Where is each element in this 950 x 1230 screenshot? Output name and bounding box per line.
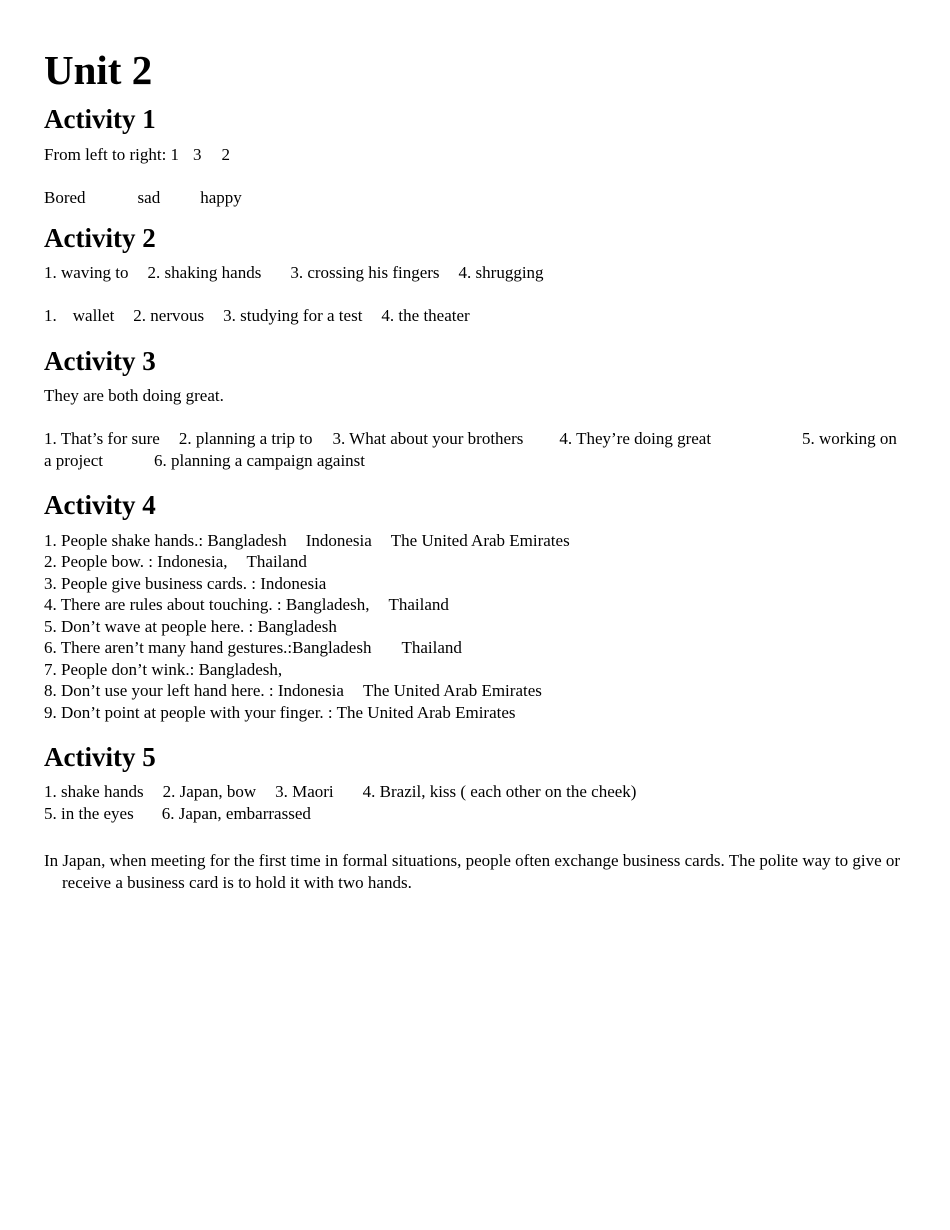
activity-4-item <box>44 680 542 702</box>
answer-item: 2. shaking hands <box>147 263 262 282</box>
activity-4-item <box>44 616 337 638</box>
answer-item: 4. They’re doing great <box>559 429 712 448</box>
country: The United Arab Emirates <box>336 702 516 722</box>
country: Bangladesh <box>257 616 337 636</box>
country: Indonesia, <box>157 552 228 571</box>
country: Bangladesh, <box>198 659 283 679</box>
activity-4-item <box>44 702 516 724</box>
answer-item: 3. Maori <box>275 782 334 801</box>
activity-5-row-2 <box>44 803 311 825</box>
order-item: 3 <box>193 145 202 164</box>
answer-item-continued: a project <box>44 451 103 470</box>
question-text: 2. People bow. : <box>44 552 153 571</box>
answer-item: 1. waving to <box>44 263 129 282</box>
answer-item: 2. planning a trip to <box>178 429 313 448</box>
question-text: 9. Don’t point at people with your finger. : <box>44 702 333 722</box>
answer-item: 5. in the eyes <box>44 804 134 823</box>
activity-5-heading: Activity 5 <box>44 742 156 772</box>
feeling-item: sad <box>137 188 161 207</box>
answer-item: 1. That’s for sure <box>44 429 160 448</box>
question-text: 5. Don’t wave at people here. : <box>44 616 254 636</box>
question-text: 8. Don’t use your left hand here. : <box>44 681 274 700</box>
activity-5-paragraph: In Japan, when meeting for the first time in formal situations, people often exchange business cards. The polite way to give or receive a business card is to hold it with two hands. <box>44 851 901 892</box>
answer-item: 4. Brazil, kiss ( each other on the cheek) <box>362 782 637 801</box>
order-label: From left to right: <box>44 145 167 164</box>
country: Thailand <box>246 552 307 571</box>
activity-2-row-2 <box>44 305 470 327</box>
question-text: 4. There are rules about touching. : <box>44 595 282 614</box>
feeling-item: Bored <box>44 188 86 207</box>
answer-item: 6. planning a campaign against <box>154 451 366 470</box>
answer-item: 4. shrugging <box>458 263 544 282</box>
activity-4-item <box>44 594 449 616</box>
country: The United Arab Emirates <box>390 530 570 550</box>
activity-3-item-5-start: 5. working on <box>802 429 897 448</box>
answer-item: 1. shake hands <box>44 782 144 801</box>
country: Bangladesh <box>292 638 372 657</box>
order-item: 1 <box>170 145 180 164</box>
answer-item: 2. Japan, bow <box>162 782 257 801</box>
unit-title: Unit 2 <box>44 47 153 93</box>
activity-4-item <box>44 659 282 681</box>
country: Indonesia <box>305 530 372 550</box>
country: Thailand <box>401 638 462 657</box>
answer-item: 3. studying for a test <box>223 306 363 325</box>
answer-item: 3. What about your brothers <box>332 429 524 448</box>
country: Bangladesh <box>207 530 287 550</box>
country: Indonesia <box>277 681 344 700</box>
question-text: 3. People give business cards. : <box>44 573 256 593</box>
activity-4-item <box>44 573 326 595</box>
country: Thailand <box>388 595 449 614</box>
answer-item: wallet <box>72 306 115 325</box>
activity-4-item <box>44 530 570 552</box>
question-text: 1. People shake hands.: <box>44 530 204 550</box>
activity-1-order-line <box>44 144 230 166</box>
activity-4-item <box>44 637 462 659</box>
activity-1-feelings-line <box>44 187 242 209</box>
activity-4-item <box>44 551 307 573</box>
answer-number: 1. <box>44 306 57 325</box>
country: Bangladesh, <box>285 595 370 614</box>
country: The United Arab Emirates <box>362 681 542 700</box>
activity-1-heading: Activity 1 <box>44 104 156 134</box>
activity-3-summary: They are both doing great. <box>44 386 224 405</box>
answer-item: 2. nervous <box>133 306 205 325</box>
activity-5-row-1 <box>44 781 636 803</box>
answer-item: 4. the theater <box>381 306 470 325</box>
question-text: 6. There aren’t many hand gestures.: <box>44 638 293 657</box>
answer-item: 6. Japan, embarrassed <box>161 804 311 823</box>
activity-2-row-1 <box>44 262 544 284</box>
activity-3-row-2 <box>44 450 365 472</box>
feeling-item: happy <box>200 188 242 207</box>
activity-4-heading: Activity 4 <box>44 490 156 520</box>
order-item: 2 <box>221 145 231 164</box>
activity-3-heading: Activity 3 <box>44 346 156 376</box>
activity-2-heading: Activity 2 <box>44 223 156 253</box>
question-text: 7. People don’t wink.: <box>44 659 195 679</box>
country: Indonesia <box>260 573 327 593</box>
answer-item: 3. crossing his fingers <box>290 263 440 282</box>
activity-3-row-1 <box>44 428 711 450</box>
